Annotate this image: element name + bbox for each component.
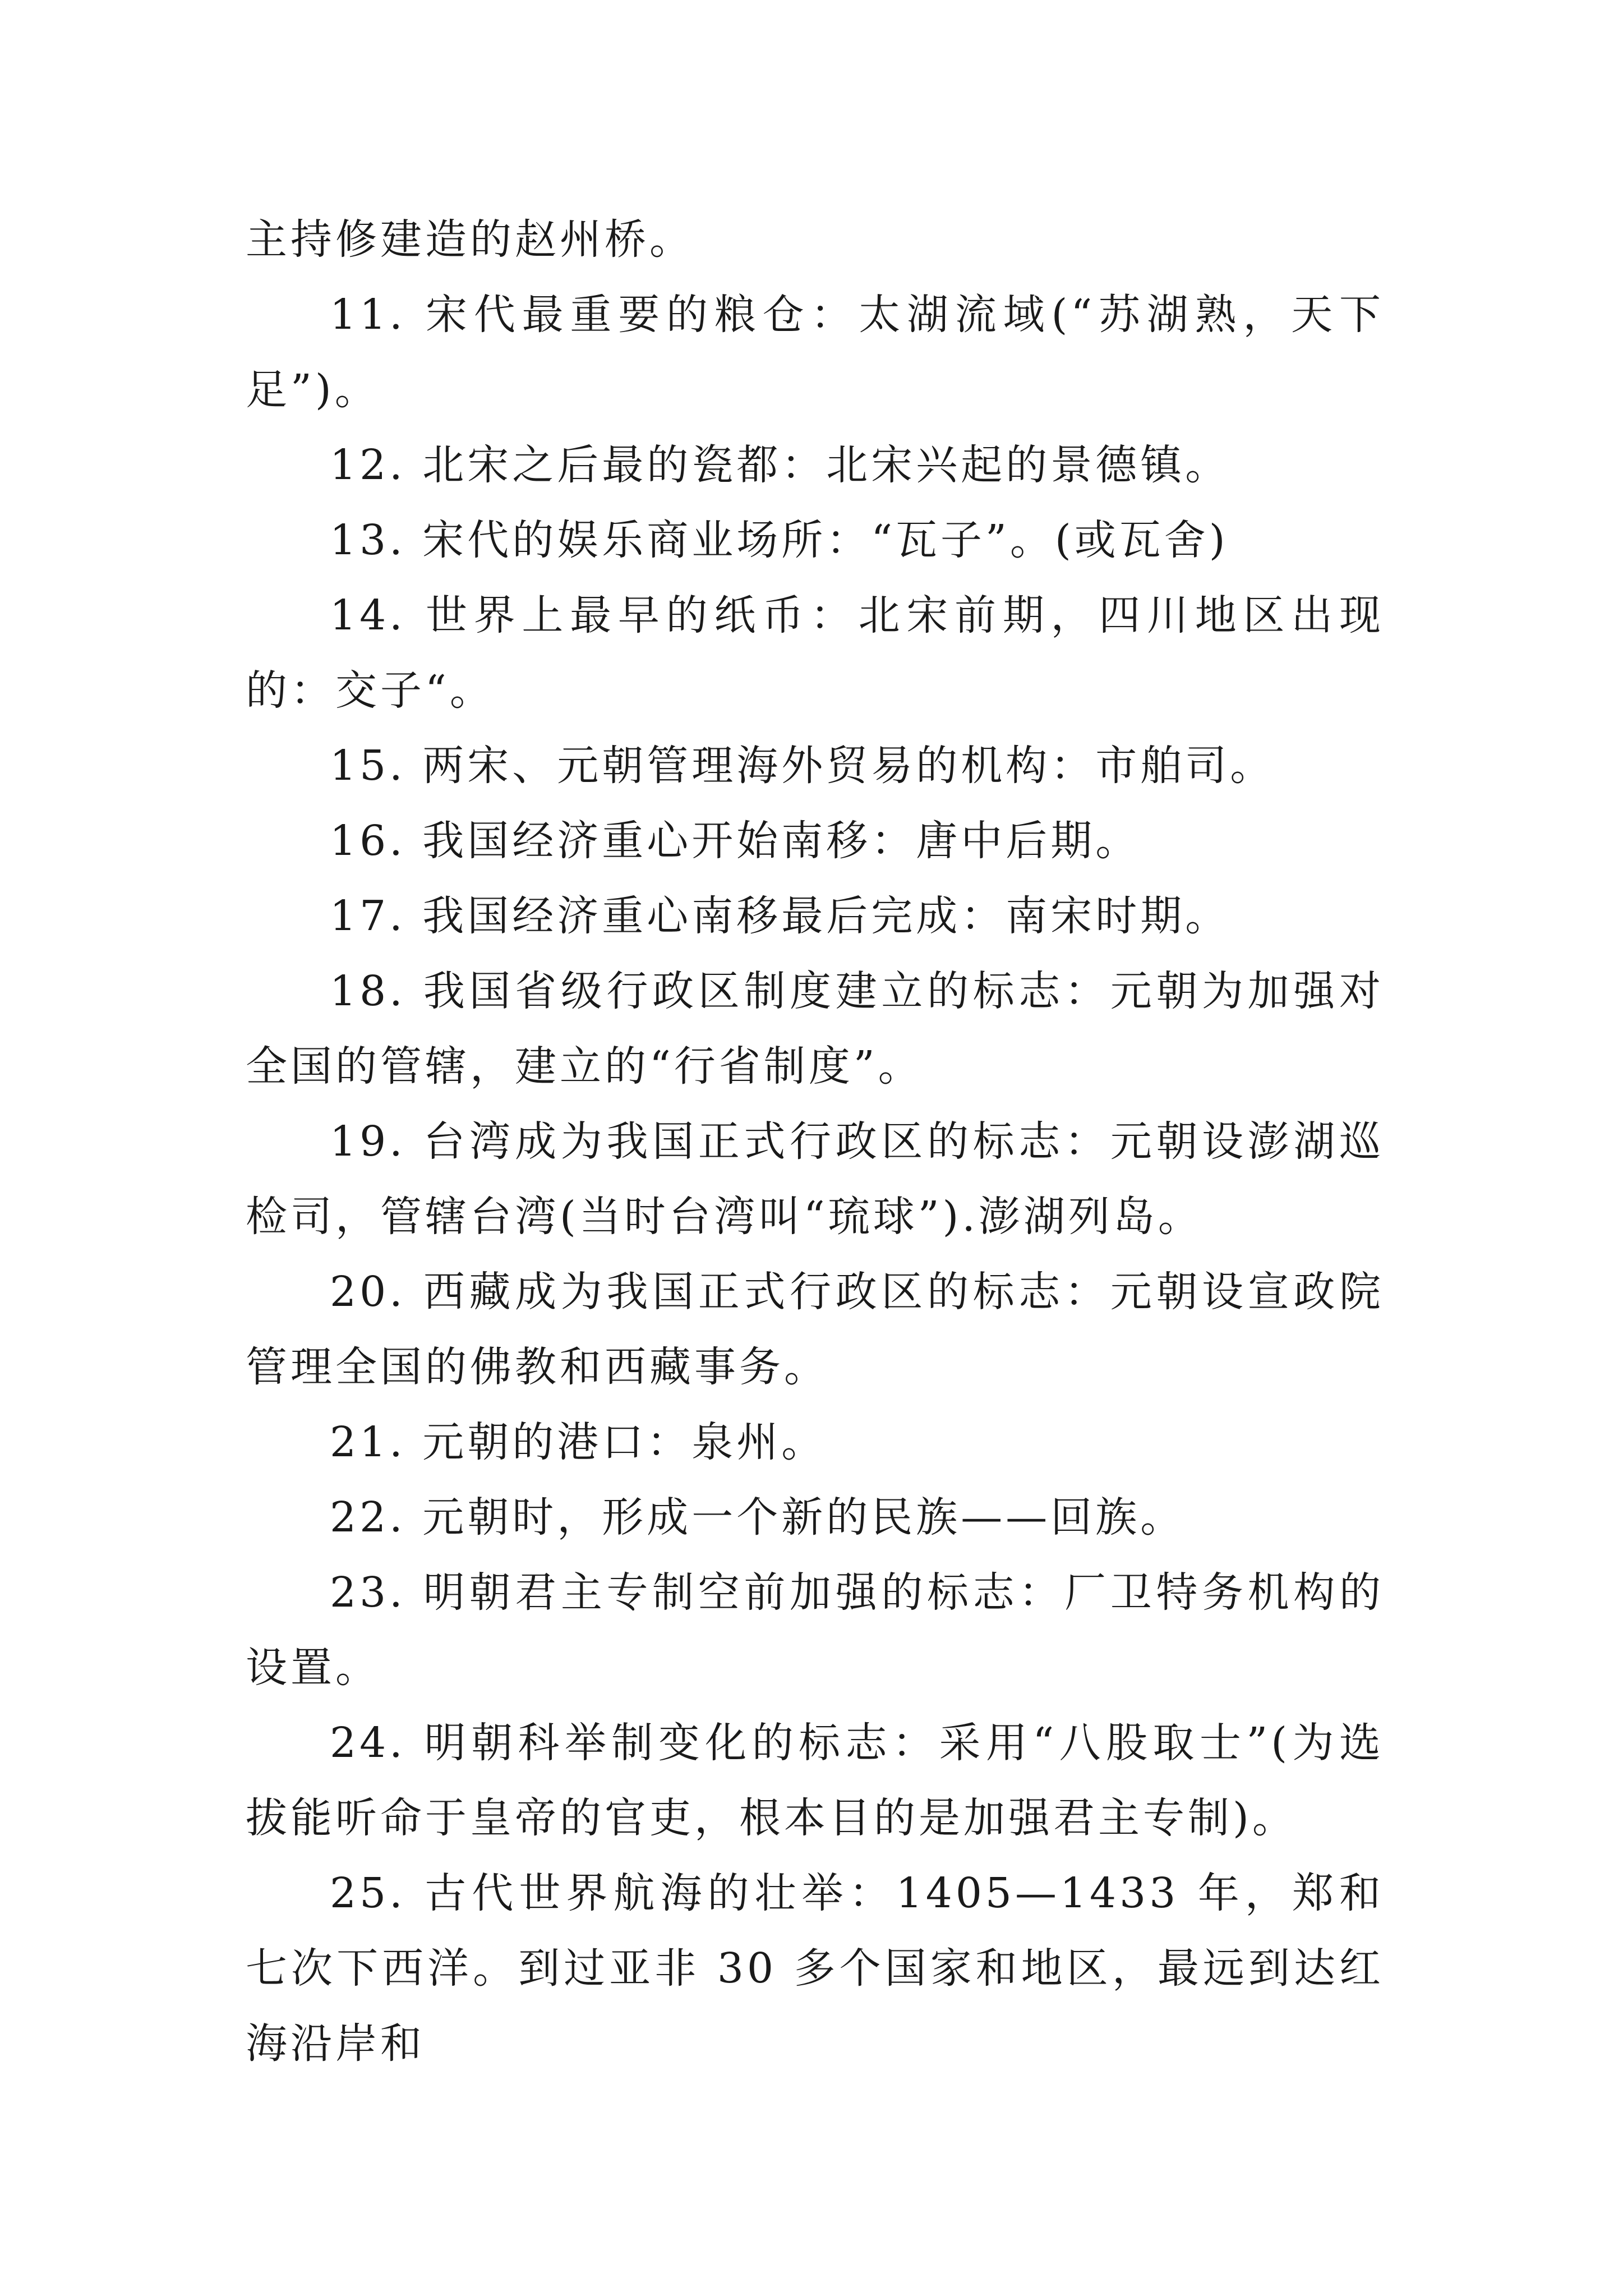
paragraph-item-25: 25. 古代世界航海的壮举：1405—1433 年，郑和七次下西洋。到过亚非 30 多个国家和地区，最远到达红海沿岸和 xyxy=(246,1869,1384,2068)
paragraph-item-12: 12. 北宋之后最的瓷都：北宋兴起的景德镇。 xyxy=(330,441,1230,489)
paragraph-item-18: 18. 我国省级行政区制度建立的标志：元朝为加强对全国的管辖，建立的“行省制度”。 xyxy=(246,967,1384,1091)
paragraph-item-20: 20. 西藏成为我国正式行政区的标志：元朝设宣政院管理全国的佛教和西藏事务。 xyxy=(246,1268,1384,1391)
paragraph-item-15: 15. 两宋、元朝管理海外贸易的机构：市舶司。 xyxy=(330,742,1275,790)
paragraph-item-17: 17. 我国经济重心南移最后完成：南宋时期。 xyxy=(330,892,1230,940)
document-body xyxy=(246,202,1384,2081)
paragraph-item-13: 13. 宋代的娱乐商业场所：“瓦子”。(或瓦舍) xyxy=(330,516,1229,564)
paragraph-item-23: 23. 明朝君主专制空前加强的标志：厂卫特务机构的设置。 xyxy=(246,1568,1384,1692)
paragraph-item-22: 22. 元朝时，形成一个新的民族——回族。 xyxy=(330,1493,1186,1542)
paragraph-item-24: 24. 明朝科举制变化的标志：采用“八股取士”(为选拔能听命于皇帝的官吏，根本目的是加强君主专制)。 xyxy=(246,1719,1384,1842)
paragraph-item-11: 11. 宋代最重要的粮仓：太湖流域(“苏湖熟，天下足”)。 xyxy=(246,291,1384,414)
paragraph-item-14: 14. 世界上最早的纸币：北宋前期，四川地区出现的：交子“。 xyxy=(246,591,1384,715)
paragraph-continuation: 主持修建造的赵州桥。 xyxy=(246,215,694,264)
paragraph-item-19: 19. 台湾成为我国正式行政区的标志：元朝设澎湖巡检司，管辖台湾(当时台湾叫“琉球”).澎湖列岛。 xyxy=(246,1117,1384,1241)
paragraph-item-21: 21. 元朝的港口：泉州。 xyxy=(330,1418,827,1466)
paragraph-item-16: 16. 我国经济重心开始南移：唐中后期。 xyxy=(330,817,1141,865)
